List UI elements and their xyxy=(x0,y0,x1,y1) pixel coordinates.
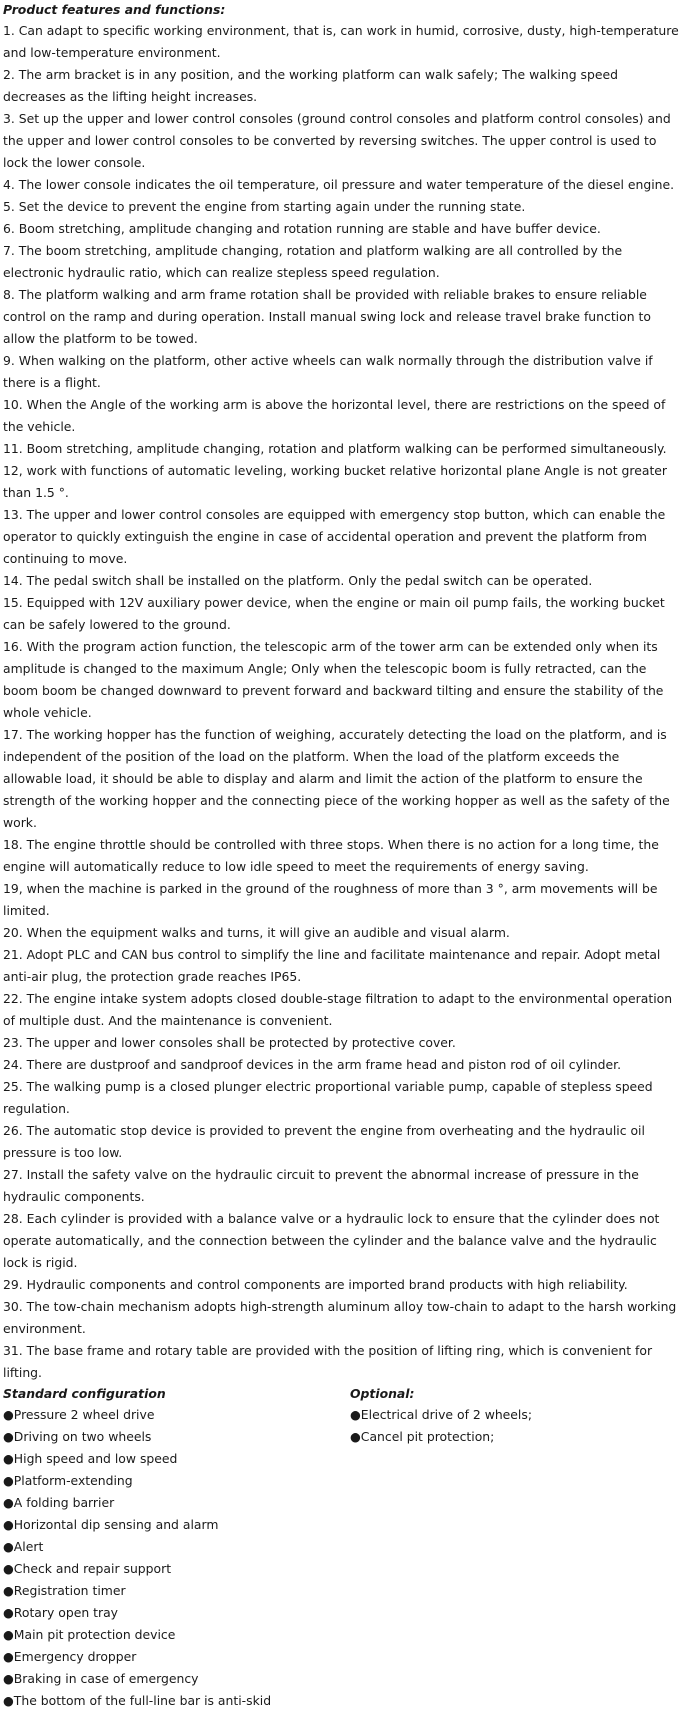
optional-item: ●Electrical drive of 2 wheels; xyxy=(350,1407,533,1422)
feature-item: 23. The upper and lower consoles shall be protected by protective cover. xyxy=(3,1035,456,1050)
standard-item: ●The bottom of the full-line bar is anti-skid xyxy=(3,1693,272,1708)
feature-item: 24. There are dustproof and sandproof devices in the arm frame head and piston rod of oil cylinder. xyxy=(3,1057,622,1072)
feature-item: 4. The lower console indicates the oil temperature, oil pressure and water temperature of the diesel engine. xyxy=(3,177,675,192)
optional-heading: Optional: xyxy=(350,1386,415,1401)
feature-item: 7. The boom stretching, amplitude changing, rotation and platform walking are all controlled by the electronic hydraulic ratio, which can realize stepless speed regulation. xyxy=(3,243,623,280)
feature-item: 31. The base frame and rotary table are provided with the position of lifting ring, which is convenient for lifting. xyxy=(3,1343,653,1380)
standard-item: ●A folding barrier xyxy=(3,1495,115,1510)
standard-item: ●High speed and low speed xyxy=(3,1451,178,1466)
feature-item: 1. Can adapt to specific working environment, that is, can work in humid, corrosive, dusty, high-temperature and low-temperature environment. xyxy=(3,23,679,60)
feature-item: 27. Install the safety valve on the hydraulic circuit to prevent the abnormal increase of pressure in the hydraulic components. xyxy=(3,1167,639,1204)
standard-item: ●Emergency dropper xyxy=(3,1649,137,1664)
standard-item: ●Driving on two wheels xyxy=(3,1429,152,1444)
feature-item: 18. The engine throttle should be controlled with three stops. When there is no action for a long time, the engine will automatically reduce to low idle speed to meet the requirements of energy saving. xyxy=(3,837,659,874)
feature-item: 5. Set the device to prevent the engine from starting again under the running state. xyxy=(3,199,526,214)
feature-item: 26. The automatic stop device is provided to prevent the engine from overheating and the hydraulic oil pressure is too low. xyxy=(3,1123,645,1160)
feature-item: 6. Boom stretching, amplitude changing and rotation running are stable and have buffer device. xyxy=(3,221,601,236)
feature-item: 25. The walking pump is a closed plunger electric proportional variable pump, capable of stepless speed regulation. xyxy=(3,1079,653,1116)
configuration-section xyxy=(3,1384,683,1712)
feature-item: 13. The upper and lower control consoles are equipped with emergency stop button, which can enable the operator to quickly extinguish the engine in case of accidental operation and prevent the platform from continuing to move. xyxy=(3,507,666,566)
standard-item: ●Alert xyxy=(3,1539,44,1554)
feature-item: 3. Set up the upper and lower control consoles (ground control consoles and platform control consoles) and the upper and lower control consoles to be converted by reversing switches. The upper control is used to lock the lower console. xyxy=(3,111,671,170)
feature-item: 10. When the Angle of the working arm is above the horizontal level, there are restrictions on the speed of the vehicle. xyxy=(3,397,666,434)
feature-item: 15. Equipped with 12V auxiliary power device, when the engine or main oil pump fails, the working bucket can be safely lowered to the ground. xyxy=(3,595,665,632)
standard-item: ●Platform-extending xyxy=(3,1473,133,1488)
feature-item: 30. The tow-chain mechanism adopts high-strength aluminum alloy tow-chain to adapt to the harsh working environment. xyxy=(3,1299,677,1336)
feature-item: 11. Boom stretching, amplitude changing, rotation and platform walking can be performed simultaneously. xyxy=(3,441,667,456)
feature-item: 14. The pedal switch shall be installed on the platform. Only the pedal switch can be operated. xyxy=(3,573,593,588)
standard-list xyxy=(3,1404,350,1712)
standard-item: ●Registration timer xyxy=(3,1583,126,1598)
feature-item: 20. When the equipment walks and turns, it will give an audible and visual alarm. xyxy=(3,925,510,940)
feature-item: 17. The working hopper has the function of weighing, accurately detecting the load on the platform, and is independent of the position of the load on the platform. When the load of the platform exceeds the allowable load, it should be able to display and alarm and limit the action of the platform to ensure the strength of the working hopper and the connecting piece of the working hopper as well as the safety of the work. xyxy=(3,727,670,830)
optional-item: ●Cancel pit protection; xyxy=(350,1429,495,1444)
feature-item: 22. The engine intake system adopts closed double-stage filtration to adapt to the environmental operation of multiple dust. And the maintenance is convenient. xyxy=(3,991,673,1028)
feature-item: 21. Adopt PLC and CAN bus control to simplify the line and facilitate maintenance and repair. Adopt metal anti-air plug, the protection grade reaches IP65. xyxy=(3,947,661,984)
standard-item: ●Main pit protection device xyxy=(3,1627,176,1642)
feature-item: 28. Each cylinder is provided with a balance valve or a hydraulic lock to ensure that the cylinder does not operate automatically, and the connection between the cylinder and the balance valve and the hydraulic lock is rigid. xyxy=(3,1211,660,1270)
features-list xyxy=(3,20,680,1384)
features-heading: Product features and functions: xyxy=(3,2,226,17)
feature-item: 9. When walking on the platform, other active wheels can walk normally through the distribution valve if there is a flight. xyxy=(3,353,653,390)
feature-item: 19, when the machine is parked in the ground of the roughness of more than 3 °, arm movements will be limited. xyxy=(3,881,658,918)
standard-heading: Standard configuration xyxy=(3,1386,166,1401)
feature-item: 12, work with functions of automatic leveling, working bucket relative horizontal plane Angle is not greater than 1.5 °. xyxy=(3,463,668,500)
standard-item: ●Braking in case of emergency xyxy=(3,1671,199,1686)
optional-list xyxy=(350,1404,680,1448)
standard-item: ●Check and repair support xyxy=(3,1561,172,1576)
standard-item: ●Rotary open tray xyxy=(3,1605,119,1620)
feature-item: 16. With the program action function, the telescopic arm of the tower arm can be extended only when its amplitude is changed to the maximum Angle; Only when the telescopic boom is fully retracted, can the boom boom be changed downward to prevent forward and backward tilting and ensure the stability of the whole vehicle. xyxy=(3,639,664,720)
standard-item: ●Horizontal dip sensing and alarm xyxy=(3,1517,219,1532)
feature-item: 8. The platform walking and arm frame rotation shall be provided with reliable brakes to ensure reliable control on the ramp and during operation. Install manual swing lock and release travel brake function to allow the platform to be towed. xyxy=(3,287,651,346)
feature-item: 2. The arm bracket is in any position, and the working platform can walk safely; The walking speed decreases as the lifting height increases. xyxy=(3,67,618,104)
feature-item: 29. Hydraulic components and control components are imported brand products with high reliability. xyxy=(3,1277,628,1292)
standard-configuration xyxy=(3,1384,350,1712)
optional-configuration xyxy=(350,1384,680,1712)
standard-item: ●Pressure 2 wheel drive xyxy=(3,1407,155,1422)
